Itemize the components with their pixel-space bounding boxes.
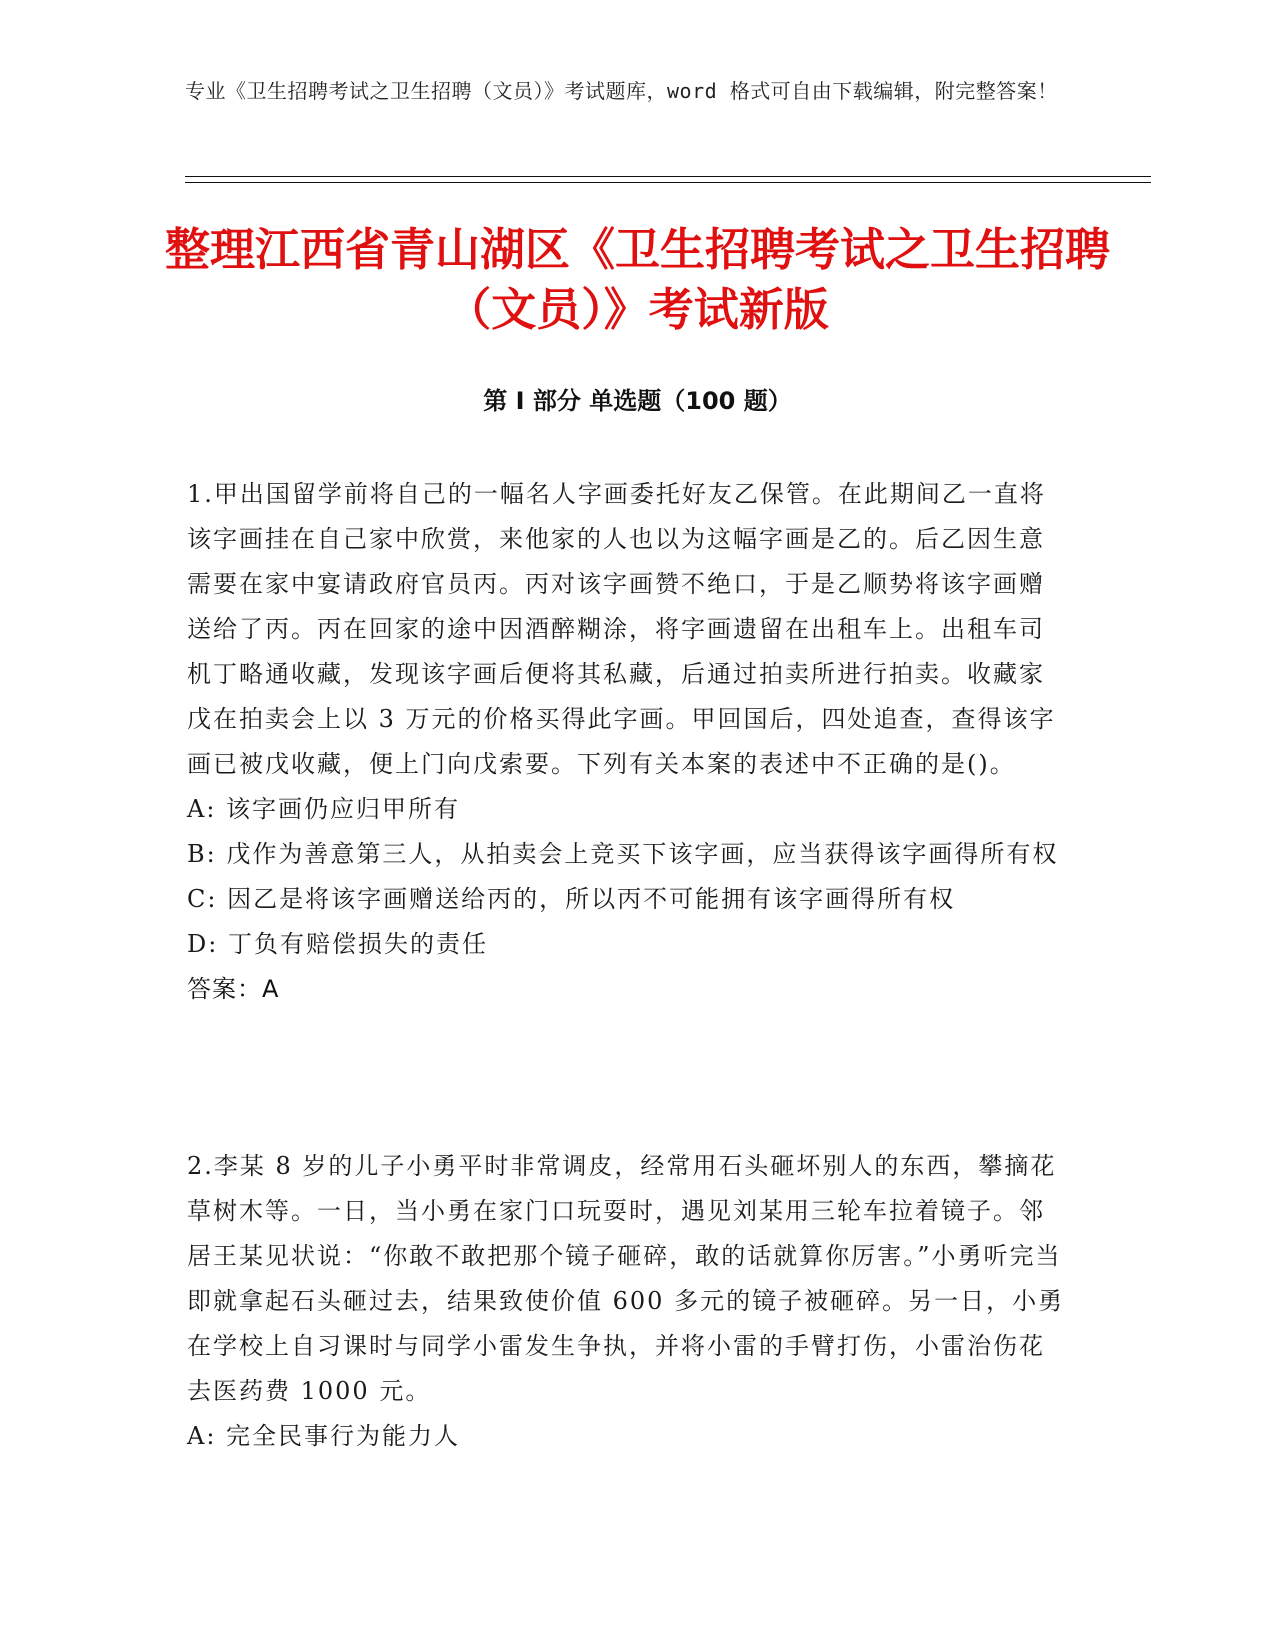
option-b: B: 戊作为善意第三人，从拍卖会上竞买下该字画，应当获得该字画得所有权 [187, 840, 1059, 868]
option-d: D: 丁负有赔偿损失的责任 [187, 930, 488, 958]
header-note: 专业《卫生招聘考试之卫生招聘（文员）》考试题库，word 格式可自由下载编辑，附完整答案！ [185, 79, 1058, 103]
question-text: 2.李某 8 岁的儿子小勇平时非常调皮，经常用石头砸坏别人的东西，攀摘花草树木等。一日，当小勇在家门口玩耍时，遇见刘某用三轮车拉着镜子。邻居王某见状说：“你敢不敢把那个镜子砸碎，敢的话就算你厉害。”小勇听完当即就拿起石头砸过去，结果致使价值 600 多元的镜子被砸碎。另一日，小勇在学校上自习课时与同学小雷发生争执，并将小雷的手臂打伤，小雷治伤花去医药费 1000 元。 [187, 1152, 1065, 1405]
question-2 [187, 1144, 1067, 1459]
section-title: 第 I 部分 单选题（100 题） [483, 387, 792, 415]
question-text: 1.甲出国留学前将自己的一幅名人字画委托好友乙保管。在此期间乙一直将该字画挂在自己家中欣赏，来他家的人也以为这幅字画是乙的。后乙因生意需要在家中宴请政府官员丙。丙对该字画赞不绝口，于是乙顺势将该字画赠送给了丙。丙在回家的途中因酒醉糊涂，将字画遗留在出租车上。出租车司机丁略通收藏，发现该字画后便将其私藏，后通过拍卖所进行拍卖。收藏家戊在拍卖会上以 3 万元的价格买得此字画。甲回国后，四处追查，查得该字画已被戊收藏，便上门向戊索要。下列有关本案的表述中不正确的是()。 [187, 480, 1056, 778]
option-a: A: 该字画仍应归甲所有 [187, 795, 461, 823]
option-a: A: 完全民事行为能力人 [187, 1422, 461, 1450]
header-divider-top [185, 176, 1151, 177]
question-1 [187, 472, 1067, 1012]
answer-label: 答案：A [187, 975, 280, 1003]
header-divider-bottom [185, 182, 1151, 183]
document-title: 整理江西省青山湖区《卫生招聘考试之卫生招聘（文员）》考试新版 [164, 223, 1110, 336]
option-c: C: 因乙是将该字画赠送给丙的，所以丙不可能拥有该字画得所有权 [187, 885, 956, 913]
